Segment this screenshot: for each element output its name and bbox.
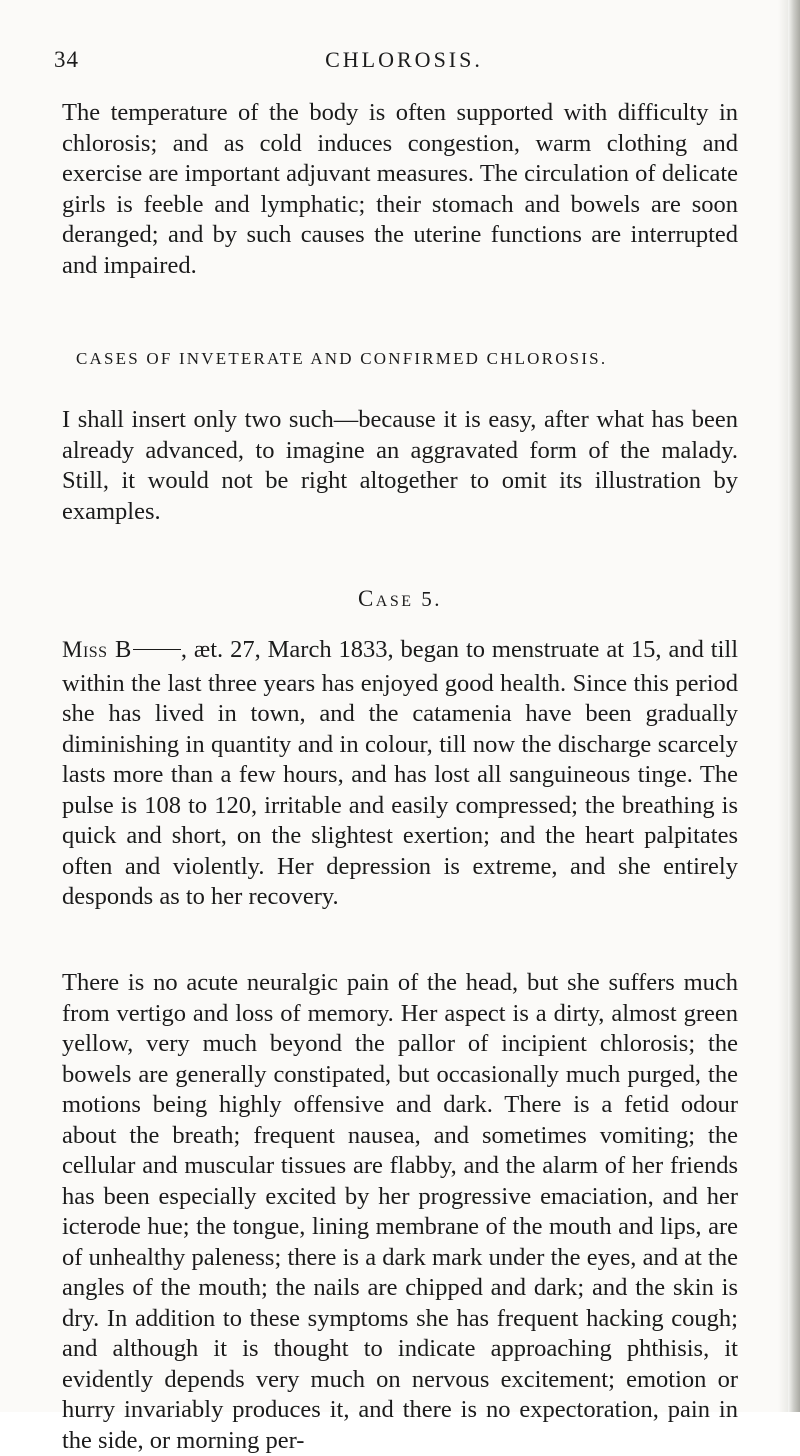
paragraph-text: [62, 635, 738, 913]
running-head: CHLOROSIS.: [325, 47, 483, 72]
paragraph-case-history: [62, 635, 738, 913]
patient-name-capital: M: [62, 637, 83, 662]
paragraph-text: I shall insert only two such—because it is easy, after what has been already advanced, to imagine an aggravated form of the malady. Still, it would not be right altogether to omit its illustration by examples.: [62, 406, 738, 525]
page-number: 34: [54, 47, 79, 72]
patient-name-smallcaps: ISS: [82, 644, 108, 661]
case-heading-number: 5.: [421, 587, 443, 611]
patient-initial: B: [115, 636, 132, 663]
name-dash: [133, 649, 181, 650]
case-heading-smallcaps: ASE: [375, 593, 414, 610]
case-heading-capital: C: [357, 586, 376, 611]
paragraph-symptoms: [62, 968, 738, 1456]
patient-name: [62, 636, 181, 663]
page-header: [54, 47, 754, 75]
page-edge-shadow: [778, 0, 788, 1412]
paragraph-text: The temperature of the body is often supported with difficulty in chlorosis; and as cold induces congestion, warm clothing and exercise are important adjuvant measures. The circulation of delicate girls is feeble and lymphatic; their stomach and bowels are soon deranged; and by such causes the uterine functions are interrupted and impaired.: [62, 99, 738, 279]
case-history-body: , æt. 27, March 1833, began to menstruate at 15, and till within the last three years has enjoyed good health. Since this period she has lived in town, and the catamenia have been gradually diminishing in quantity and in colour, till now the discharge scarcely lasts more than a few hours, and has lost all sanguineous tinge. The pulse is 108 to 120, irritable and easily compressed; the breathing is quick and short, on the slightest exertion; and the heart palpitates often and violently. Her depression is extreme, and she entirely desponds as to her recovery.: [62, 636, 738, 910]
paragraph-temperature: [62, 98, 738, 281]
page-edge: [788, 0, 800, 1412]
paragraph-insert-cases: [62, 405, 738, 527]
section-heading: CASES OF INVETERATE AND CONFIRMED CHLOROSIS.: [76, 349, 608, 368]
paragraph-text: There is no acute neuralgic pain of the head, but she suffers much from vertigo and loss of memory. Her aspect is a dirty, almost green yellow, very much beyond the pallor of incipient chlorosis; the bowels are generally constipated, but occasionally much purged, the motions being highly offensive and dark. There is a fetid odour about the breath; frequent nausea, and sometimes vomiting; the cellular and muscular tissues are flabby, and the alarm of her friends has been especially excited by her progressive emaciation, and her icterode hue; the tongue, lining membrane of the mouth and lips, are of unhealthy paleness; there is a dark mark under the eyes, and at the angles of the mouth; the nails are chipped and dark; and the skin is dry. In addition to these symptoms she has frequent hacking cough; and although it is thought to indicate approaching phthisis, it evidently depends very much on nervous excitement; emotion or hurry invariably produces it, and there is no expectoration, pain in the side, or morning per-: [62, 969, 738, 1454]
case-heading: [0, 586, 800, 612]
